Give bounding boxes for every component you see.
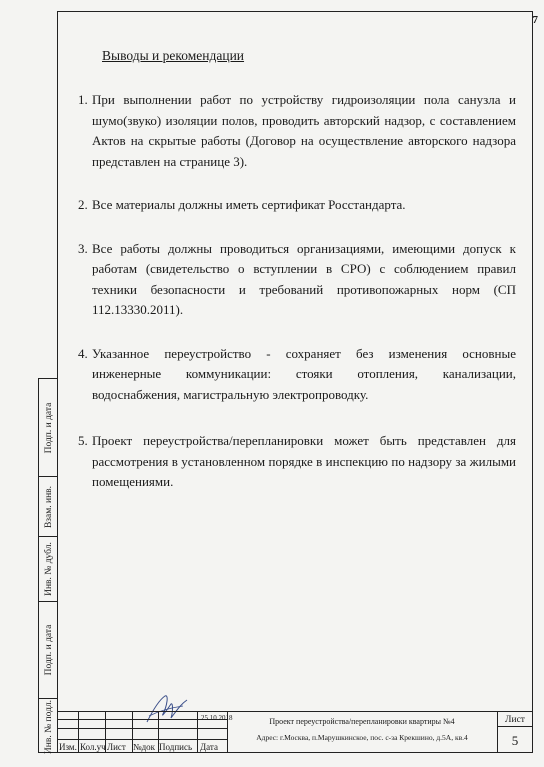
item-text: Все работы должны проводиться организациями, имеющими допуск к работам (свидетельство о вступлении в СРО) с соблюдением правил техники безопасности и требований противопожарных норм (СП 112.13330.2011).: [92, 240, 516, 317]
col-izm-label: Изм.: [59, 742, 77, 752]
side-cell-inv-podl: [39, 698, 58, 754]
title-block: [57, 711, 533, 753]
sheet-number: 5: [511, 733, 519, 748]
list-item: [78, 431, 516, 493]
col-list-label: Лист: [107, 742, 126, 752]
divider: [197, 712, 198, 753]
recommendations-list: [78, 90, 516, 493]
item-number: 4.: [78, 345, 88, 361]
side-stamp: [38, 378, 57, 753]
project-title: Проект переустройства/перепланировки квартиры №4: [269, 717, 455, 726]
side-cell-podp-data: [39, 379, 58, 476]
project-address: Адрес: г.Москва, п.Марушкинское, пос. с-за Крекшино, д.5А, кв.4: [256, 733, 468, 742]
item-text: При выполнении работ по устройству гидроизоляции пола санузла и шумо(звуко) изоляции полов, проводить авторский надзор, с составлением Актов на скрытые работы (Договор на осуществление авторского надзора представлен на странице 3).: [92, 92, 516, 169]
page-number-top: 7: [532, 14, 538, 26]
sheet-caption: Лист: [505, 715, 525, 725]
col-podpis-label: Подпись: [159, 742, 193, 752]
col-data-label: Дата: [200, 742, 218, 752]
col-kol-uch-label: Кол.уч: [80, 742, 106, 752]
item-number: 2.: [78, 197, 88, 212]
side-label: Взам. инв.: [43, 485, 54, 528]
divider: [57, 728, 227, 729]
date-value: 25.10.2018: [201, 714, 233, 722]
side-cell-inv-dubl: [39, 536, 58, 601]
item-text: Проект переустройства/перепланировки может быть представлен для рассмотрения в установленном порядке в инспекцию по надзору за жилыми помещениями.: [92, 433, 516, 489]
item-text: Указанное переустройство - сохраняет без изменения основные инженерные коммуникации: стояки отопления, канализации, водоснабжения, магистральную электропроводку.: [92, 345, 516, 402]
col-ndok-label: №док: [133, 742, 156, 752]
item-number: 3.: [78, 240, 88, 256]
side-label: Инв. № дубл.: [43, 542, 54, 596]
divider: [57, 739, 227, 740]
item-text: Все материалы должны иметь сертификат Росстандарта.: [92, 197, 406, 212]
side-label: Подп. и дата: [43, 624, 54, 676]
list-item: [78, 195, 516, 216]
item-number: 5.: [78, 433, 88, 448]
side-cell-vzam-inv: [39, 476, 58, 536]
side-label: Инв. № подл.: [43, 699, 54, 754]
divider: [78, 712, 79, 753]
list-item: [78, 90, 516, 172]
list-item: [78, 239, 516, 321]
divider: [497, 726, 533, 727]
side-cell-podp-data-2: [39, 601, 58, 698]
item-number: 1.: [78, 92, 88, 107]
side-label: Подп. и дата: [43, 402, 54, 453]
section-heading: Выводы и рекомендации: [102, 48, 245, 63]
list-item: [78, 344, 516, 406]
